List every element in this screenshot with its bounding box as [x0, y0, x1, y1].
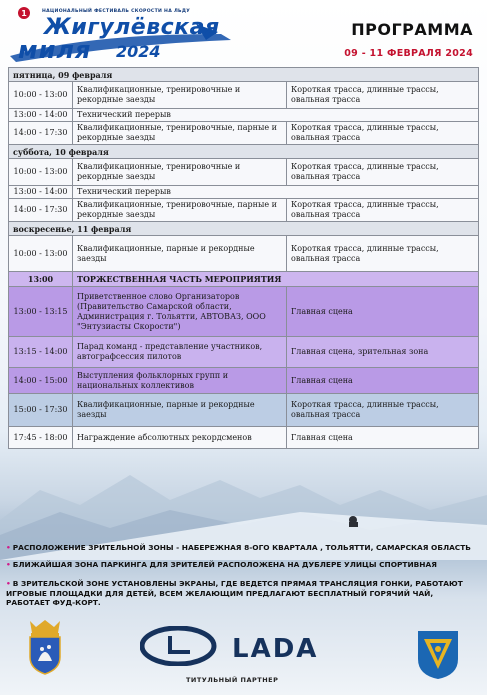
schedule-row [9, 82, 479, 109]
day-label: пятница, 09 февраля [9, 68, 479, 82]
row-location: Главная сцена [287, 427, 479, 449]
note-item [6, 543, 471, 552]
row-description: Квалификационные, тренировочные, парные и рекордные заезды [73, 122, 287, 145]
row-time: 13:00 - 13:15 [9, 287, 73, 337]
row-time: 10:00 - 13:00 [9, 236, 73, 272]
schedule-row [9, 236, 479, 272]
day-header [9, 222, 479, 236]
festival-subtitle: НАЦИОНАЛЬНЫЙ ФЕСТИВАЛЬ СКОРОСТИ НА ЛЬДУ [42, 9, 191, 14]
row-description: Технический перерыв [73, 109, 479, 122]
day-label: воскресенье, 11 февраля [9, 222, 479, 236]
row-description: Квалификационные, тренировочные, парные и рекордные заезды [73, 199, 287, 222]
program-dates: 09 - 11 ФЕВРАЛЯ 2024 [344, 48, 473, 59]
row-time: 14:00 - 15:00 [9, 368, 73, 394]
note-item [6, 560, 437, 569]
row-description: Парад команд - представление участников, автографсессия пилотов [73, 337, 287, 368]
festival-logo [6, 4, 236, 64]
schedule-row [9, 427, 479, 449]
row-location: Короткая трасса, длинные трассы, овальная трасса [287, 236, 479, 272]
row-location: Короткая трасса, длинные трассы, овальная трасса [287, 82, 479, 109]
ceremony-title: ТОРЖЕСТВЕННАЯ ЧАСТЬ МЕРОПРИЯТИЯ [73, 272, 479, 287]
row-time: 13:15 - 14:00 [9, 337, 73, 368]
row-time: 10:00 - 13:00 [9, 159, 73, 186]
row-location: Главная сцена, зрительная зона [287, 337, 479, 368]
ceremony-time: 13:00 [9, 272, 73, 287]
svg-text:1: 1 [21, 9, 27, 18]
row-description: Квалификационные, тренировочные и рекордные заезды [73, 82, 287, 109]
schedule-row [9, 159, 479, 186]
festival-year: 2024 [116, 42, 161, 61]
row-location: Короткая трасса, длинные трассы, овальная трасса [287, 394, 479, 427]
row-time: 10:00 - 13:00 [9, 82, 73, 109]
schedule-table [8, 67, 479, 449]
row-description: Квалификационные, парные и рекордные заезды [73, 236, 287, 272]
bullet-icon: • [6, 543, 11, 552]
program-title: ПРОГРАММА [351, 20, 473, 39]
bullet-icon: • [6, 560, 11, 569]
row-location: Короткая трасса, длинные трассы, овальная трасса [287, 159, 479, 186]
schedule-row [9, 186, 479, 199]
row-time: 13:00 - 14:00 [9, 109, 73, 122]
schedule-row [9, 109, 479, 122]
row-description: Квалификационные, тренировочные и рекордные заезды [73, 159, 287, 186]
row-description: Квалификационные, парные и рекордные заезды [73, 394, 287, 427]
row-time: 14:00 - 17:30 [9, 199, 73, 222]
ceremony-row [9, 287, 479, 337]
day-label: суббота, 10 февраля [9, 145, 479, 159]
festival-name-1: Жигулёвская [44, 15, 220, 40]
ceremony-row [9, 337, 479, 368]
row-description: Приветственное слово Организаторов (Правительство Самарской области, Администрация г. Тольятти, АВТОВАЗ, ООО "Энтузиасты Скорости") [73, 287, 287, 337]
samara-coat-of-arms-icon [22, 617, 68, 677]
schedule-row [9, 122, 479, 145]
row-time: 13:00 - 14:00 [9, 186, 73, 199]
schedule-row [9, 199, 479, 222]
festival-name-2: миля [18, 36, 92, 64]
ceremony-row [9, 368, 479, 394]
row-description: Технический перерыв [73, 186, 479, 199]
bullet-icon: • [6, 579, 11, 588]
note-text: В ЗРИТЕЛЬСКОЙ ЗОНЕ УСТАНОВЛЕНЫ ЭКРАНЫ, ГДЕ ВЕДЕТСЯ ПРЯМАЯ ТРАНСЛЯЦИЯ ГОНКИ, РАБОТАЮТ ИГРОВЫЕ ПЛОЩАДКИ ДЛЯ ДЕТЕЙ, ВСЕМ ЖЕЛАЮЩИМ ПРЕДЛАГАЮТ БЕСПЛАТНЫЙ ГОРЯЧИЙ ЧАЙ, РАБОТАЕТ ФУД-КОРТ. [6, 579, 463, 608]
row-time: 15:00 - 17:30 [9, 394, 73, 427]
note-text: БЛИЖАЙШАЯ ЗОНА ПАРКИНГА ДЛЯ ЗРИТЕЛЕЙ РАСПОЛОЖЕНА НА ДУБЛЕРЕ УЛИЦЫ СПОРТИВНАЯ [12, 560, 437, 569]
day-header [9, 68, 479, 82]
ceremony-banner [9, 272, 479, 287]
lada-wordmark: LADA [232, 634, 319, 664]
tolyatti-coat-of-arms-icon [416, 629, 460, 681]
note-item [6, 579, 476, 608]
row-time: 17:45 - 18:00 [9, 427, 73, 449]
day-header [9, 145, 479, 159]
schedule-row [9, 394, 479, 427]
row-location: Короткая трасса, длинные трассы, овальная трасса [287, 199, 479, 222]
row-location: Главная сцена [287, 368, 479, 394]
row-description: Выступления фольклорных групп и национальных коллективов [73, 368, 287, 394]
partner-caption: ТИТУЛЬНЫЙ ПАРТНЕР [186, 676, 279, 684]
row-time: 14:00 - 17:30 [9, 122, 73, 145]
row-location: Главная сцена [287, 287, 479, 337]
row-description: Награждение абсолютных рекордсменов [73, 427, 287, 449]
note-text: РАСПОЛОЖЕНИЕ ЗРИТЕЛЬНОЙ ЗОНЫ - НАБЕРЕЖНАЯ 8-ОГО КВАРТАЛА , ТОЛЬЯТТИ, САМАРСКАЯ ОБЛАСТЬ [12, 543, 471, 552]
row-location: Короткая трасса, длинные трассы, овальная трасса [287, 122, 479, 145]
